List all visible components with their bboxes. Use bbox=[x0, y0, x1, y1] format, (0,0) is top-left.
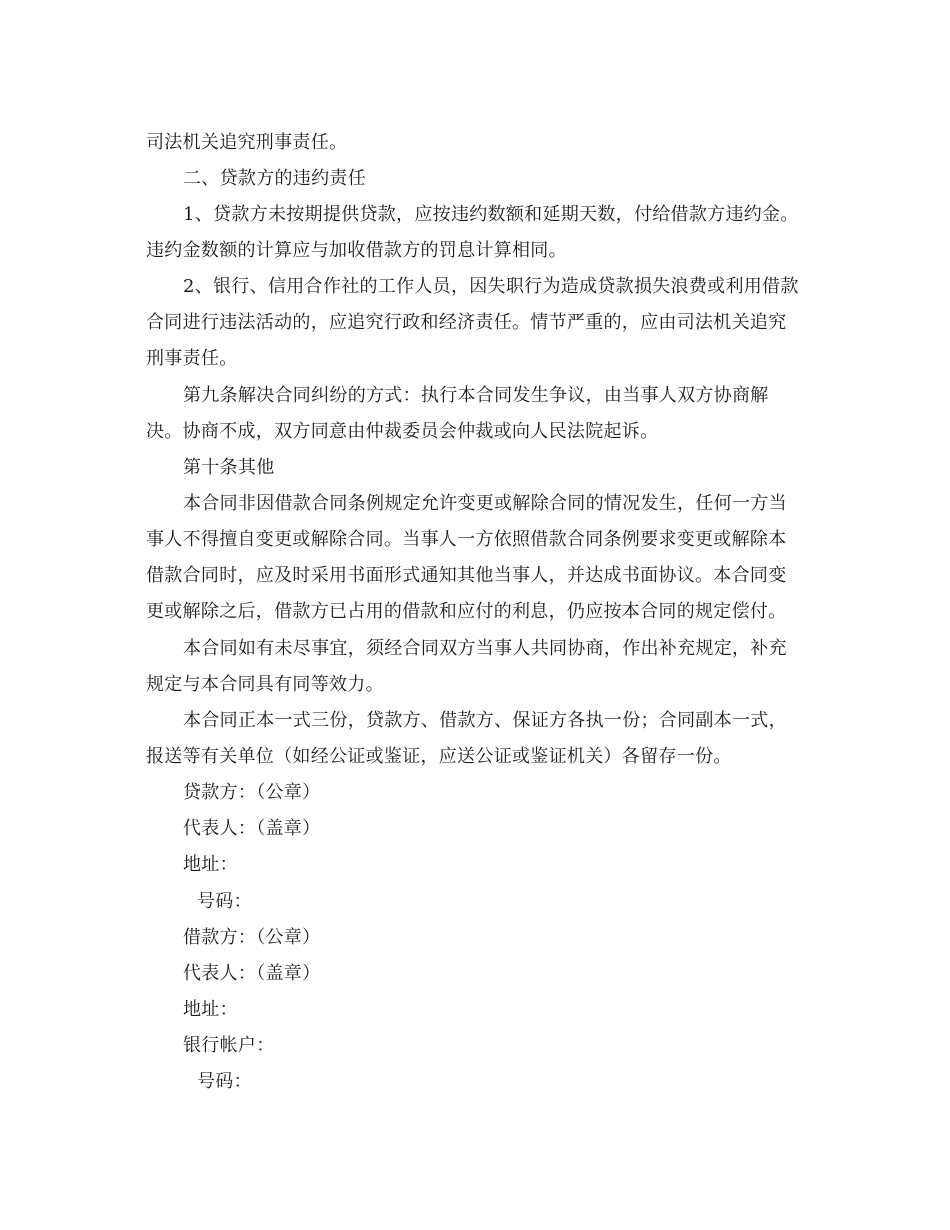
signature-field: 借款方：（公章） bbox=[183, 927, 321, 948]
text-line: 规定与本合同具有同等效力。 bbox=[146, 674, 384, 695]
signature-field: 贷款方：（公章） bbox=[183, 782, 321, 803]
text-line: 更或解除之后，借款方已占用的借款和应付的利息，仍应按本合同的规定偿付。 bbox=[146, 601, 787, 622]
text-line: 借款合同时，应及时采用书面形式通知其他当事人，并达成书面协议。本合同变 bbox=[146, 565, 787, 586]
text-line: 报送等有关单位（如经公证或鉴证，应送公证或鉴证机关）各留存一份。 bbox=[146, 746, 732, 767]
signature-field: 银行帐户： bbox=[183, 1035, 275, 1056]
text-line: 刑事责任。 bbox=[146, 348, 238, 369]
article-heading: 第十条其他 bbox=[183, 457, 275, 478]
text-line: 本合同非因借款合同条例规定允许变更或解除合同的情况发生，任何一方当 bbox=[183, 493, 787, 514]
text-line: 违约金数额的计算应与加收借款方的罚息计算相同。 bbox=[146, 240, 567, 261]
section-heading: 二、贷款方的违约责任 bbox=[183, 168, 366, 189]
signature-field: 代表人：（盖章） bbox=[183, 818, 321, 839]
text-line: 合同进行违法活动的，应追究行政和经济责任。情节严重的，应由司法机关追究 bbox=[146, 312, 787, 333]
text-line: 事人不得擅自变更或解除合同。当事人一方依照借款合同条例要求变更或解除本 bbox=[146, 529, 787, 550]
article-heading: 第九条解决合同纠纷的方式：执行本合同发生争议，由当事人双方协商解 bbox=[183, 385, 769, 406]
text-line: 1、贷款方未按期提供贷款，应按违约数额和延期天数，付给借款方违约金。 bbox=[183, 204, 799, 225]
text-line: 司法机关追究刑事责任。 bbox=[146, 132, 348, 153]
text-line: 2、银行、信用合作社的工作人员，因失职行为造成贷款损失浪费或利用借款 bbox=[183, 276, 799, 297]
signature-field: 地址： bbox=[183, 999, 238, 1020]
signature-field: 号码： bbox=[197, 1071, 252, 1092]
signature-field: 代表人：（盖章） bbox=[183, 963, 321, 984]
text-line: 本合同正本一式三份，贷款方、借款方、保证方各执一份；合同副本一式， bbox=[183, 710, 787, 731]
signature-field: 号码： bbox=[197, 891, 252, 912]
text-line: 本合同如有未尽事宜，须经合同双方当事人共同协商，作出补充规定，补充 bbox=[183, 638, 787, 659]
signature-field: 地址： bbox=[183, 854, 238, 875]
text-line: 决。协商不成，双方同意由仲裁委员会仲裁或向人民法院起诉。 bbox=[146, 421, 659, 442]
